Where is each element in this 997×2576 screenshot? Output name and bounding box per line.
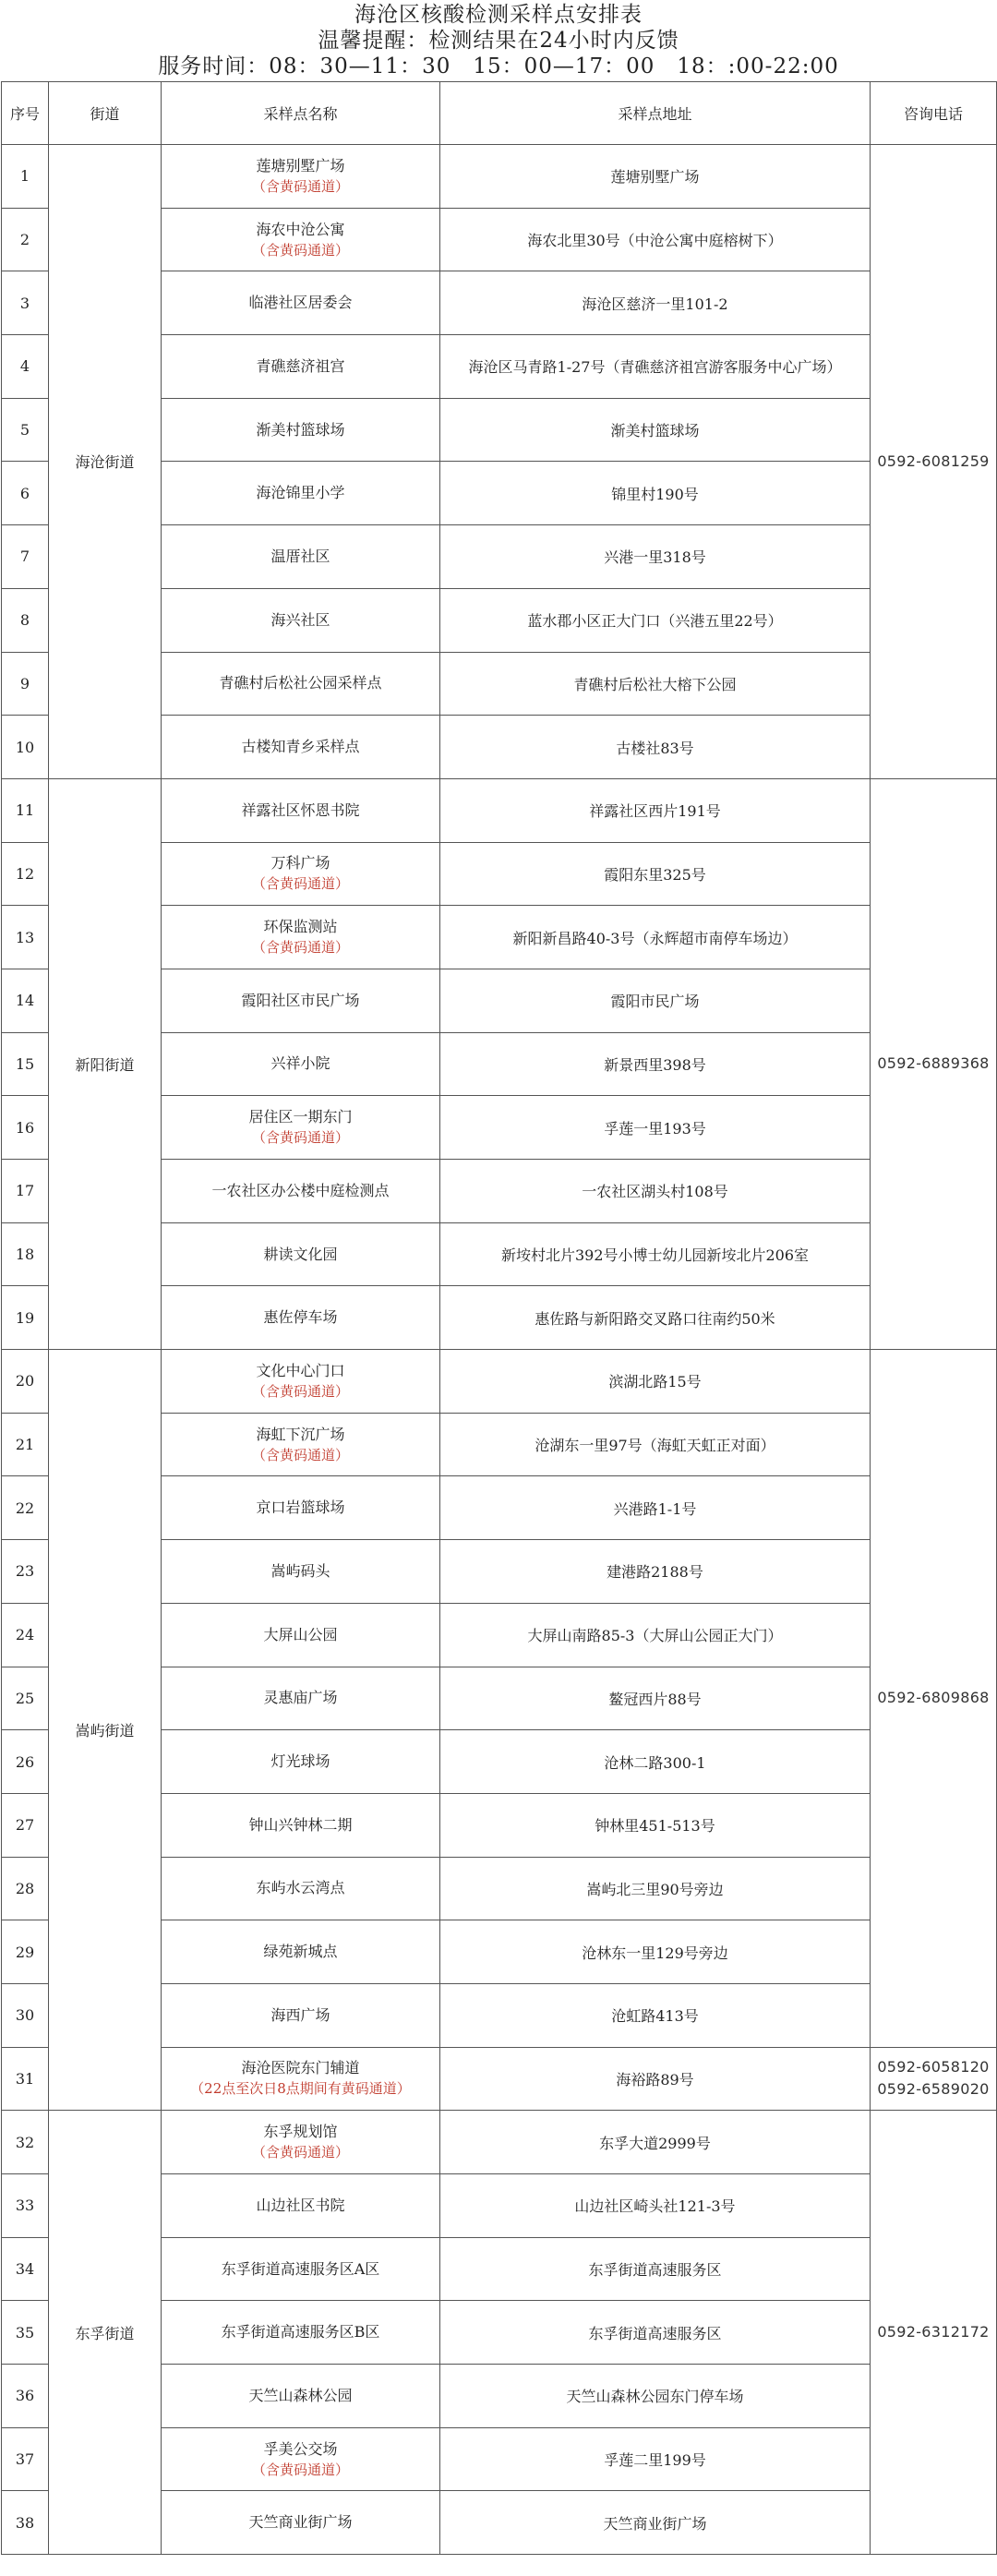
site-name: 东孚街道高速服务区B区 [221,2323,380,2341]
site-name-cell [162,906,440,969]
column-header-site-name: 采样点名称 [162,82,440,145]
site-name: 京口岩篮球场 [256,1499,345,1517]
site-address: 沧林东一里129号旁边 [440,1920,871,1984]
row-number: 31 [2,2047,49,2111]
row-number: 1 [2,145,49,209]
site-address: 沧林二路300-1 [440,1730,871,1794]
site-address: 新垵村北片392号小博士幼儿园新垵北片206室 [440,1222,871,1286]
column-header-phone: 咨询电话 [871,82,997,145]
site-name-cell [162,1540,440,1604]
row-number: 18 [2,1222,49,1286]
row-number: 25 [2,1667,49,1730]
site-address: 钟林里451-513号 [440,1793,871,1857]
site-name: 钟山兴钟林二期 [248,1815,353,1834]
row-number: 12 [2,842,49,906]
site-name: 临港社区居委会 [248,294,353,312]
site-name: 青礁慈济祖宫 [256,356,345,375]
phone-cell [871,2047,997,2111]
yellow-code-note: （含黄码通道） [251,2144,349,2161]
row-number: 27 [2,1793,49,1857]
site-address: 莲塘别墅广场 [440,145,871,209]
site-name-cell [162,2301,440,2365]
site-name: 海西广场 [270,2005,330,2024]
site-address: 新阳新昌路40-3号（永辉超市南停车场边） [440,906,871,969]
row-number: 29 [2,1920,49,1984]
site-name-cell [162,1920,440,1984]
phone-number: 0592-6889368 [877,1054,990,1073]
column-header-address: 采样点地址 [440,82,871,145]
row-number: 7 [2,525,49,589]
site-name: 大屏山公园 [263,1625,338,1643]
site-name: 孚美公交场 [263,2439,338,2458]
site-address: 新景西里398号 [440,1032,871,1096]
site-name-cell [162,1857,440,1920]
row-number: 33 [2,2174,49,2238]
table-row [2,145,997,209]
site-address: 惠佐路与新阳路交叉路口往南约50米 [440,1286,871,1350]
page-title: 海沧区核酸检测采样点安排表 [354,3,643,27]
row-number: 28 [2,1857,49,1920]
row-number: 24 [2,1603,49,1667]
site-address: 鳌冠西片88号 [440,1667,871,1730]
site-address: 天竺山森林公园东门停车场 [440,2365,871,2428]
column-header-street: 街道 [49,82,162,145]
site-name: 海沧医院东门辅道 [241,2059,360,2077]
row-number: 4 [2,335,49,399]
site-name-cell [162,778,440,842]
site-name-cell [162,1032,440,1096]
site-name: 环保监测站 [263,918,338,936]
row-number: 6 [2,462,49,525]
row-number: 22 [2,1476,49,1540]
site-address: 兴港一里318号 [440,525,871,589]
row-number: 11 [2,778,49,842]
site-name: 居住区一期东门 [248,1108,353,1126]
site-name-cell [162,652,440,716]
notice-line: 温馨提醒：检测结果在24小时内反馈 [318,29,679,53]
row-number: 34 [2,2237,49,2301]
site-name: 海兴社区 [270,610,330,629]
phone-number: 0592-6589020 [877,2080,990,2099]
site-name-cell [162,969,440,1032]
row-number: 19 [2,1286,49,1350]
site-address: 蓝水郡小区正大门口（兴港五里22号） [440,588,871,652]
site-address: 孚莲二里199号 [440,2427,871,2491]
site-name-cell [162,2427,440,2491]
row-number: 8 [2,588,49,652]
site-name-cell [162,2047,440,2111]
yellow-code-note: （含黄码通道） [251,2461,349,2478]
phone-cell [871,2111,997,2555]
phone-number: 0592-6081259 [877,451,990,470]
site-name-cell [162,335,440,399]
table-header-row [2,82,997,145]
site-name-cell [162,1603,440,1667]
site-name: 灵惠庙广场 [263,1689,338,1707]
site-address: 霞阳市民广场 [440,969,871,1032]
street-cell: 新阳街道 [49,778,162,1349]
phone-cell [871,145,997,779]
site-name-cell [162,398,440,462]
site-address: 孚莲一里193号 [440,1096,871,1160]
site-name-cell [162,1096,440,1160]
row-number: 21 [2,1413,49,1476]
row-number: 16 [2,1096,49,1160]
phone-number: 0592-6312172 [877,2323,990,2341]
site-address: 青礁村后松社大榕下公园 [440,652,871,716]
row-number: 10 [2,716,49,779]
site-name: 万科广场 [270,854,330,873]
row-number: 3 [2,271,49,335]
site-name: 山边社区书院 [256,2196,345,2214]
site-name-cell [162,145,440,209]
site-name-cell [162,271,440,335]
site-name: 祥露社区怀恩书院 [241,800,360,819]
site-name-cell [162,208,440,271]
site-address: 东孚大道2999号 [440,2111,871,2174]
site-address: 霞阳东里325号 [440,842,871,906]
phone-number: 0592-6058120 [877,2058,990,2076]
site-address: 天竺商业街广场 [440,2491,871,2555]
row-number: 36 [2,2365,49,2428]
site-address: 海农北里30号（中沧公寓中庭榕树下） [440,208,871,271]
site-name-cell [162,1730,440,1794]
site-name: 嵩屿码头 [270,1561,330,1580]
yellow-code-note: （含黄码通道） [251,1382,349,1400]
site-name-cell [162,525,440,589]
row-number: 5 [2,398,49,462]
yellow-code-note: （含黄码通道） [251,1446,349,1463]
site-name: 海农中沧公寓 [256,220,345,238]
row-number: 14 [2,969,49,1032]
row-number: 13 [2,906,49,969]
phone-cell [871,778,997,1349]
site-name: 古楼知青乡采样点 [241,738,360,756]
site-address: 东孚街道高速服务区 [440,2301,871,2365]
yellow-code-note: （含黄码通道） [251,875,349,893]
site-address: 一农社区湖头村108号 [440,1160,871,1223]
site-name: 青礁村后松社公园采样点 [219,674,382,692]
site-name: 文化中心门口 [256,1361,345,1379]
yellow-code-note: （22点至次日8点期间有黄码通道） [190,2080,411,2098]
site-name: 灯光球场 [270,1752,330,1771]
street-cell: 海沧街道 [49,145,162,779]
row-number: 23 [2,1540,49,1604]
site-name: 温厝社区 [270,547,330,565]
site-address: 兴港路1-1号 [440,1476,871,1540]
site-name: 惠佐停车场 [263,1308,338,1327]
site-address: 海沧区慈济一里101-2 [440,271,871,335]
site-name: 东孚街道高速服务区A区 [221,2259,380,2278]
street-cell: 嵩屿街道 [49,1350,162,2111]
site-name-cell [162,842,440,906]
site-address: 嵩屿北三里90号旁边 [440,1857,871,1920]
site-name-cell [162,588,440,652]
site-name-cell [162,1286,440,1350]
phone-number: 0592-6809868 [877,1689,990,1707]
column-header-number: 序号 [2,82,49,145]
site-address: 大屏山南路85-3（大屏山公园正大门） [440,1603,871,1667]
yellow-code-note: （含黄码通道） [251,177,349,195]
site-address: 海沧区马青路1-27号（青礁慈济祖宫游客服务中心广场） [440,335,871,399]
row-number: 2 [2,208,49,271]
site-name-cell [162,1350,440,1414]
row-number: 30 [2,1983,49,2047]
site-address: 建港路2188号 [440,1540,871,1604]
site-name: 莲塘别墅广场 [256,156,345,175]
site-name: 渐美村篮球场 [256,420,345,439]
row-number: 17 [2,1160,49,1223]
site-name-cell [162,1983,440,2047]
street-cell: 东孚街道 [49,2111,162,2555]
site-address: 古楼社83号 [440,716,871,779]
site-name-cell [162,1793,440,1857]
site-name: 霞阳社区市民广场 [241,991,360,1009]
row-number: 26 [2,1730,49,1794]
site-name-cell [162,1476,440,1540]
table-body [2,145,997,2555]
site-address: 山边社区崎头社121-3号 [440,2174,871,2238]
yellow-code-note: （含黄码通道） [251,241,349,259]
row-number: 32 [2,2111,49,2174]
site-address: 祥露社区西片191号 [440,778,871,842]
row-number: 20 [2,1350,49,1414]
sampling-sites-table [1,81,997,2555]
site-name: 海虹下沉广场 [256,1425,345,1443]
row-number: 37 [2,2427,49,2491]
row-number: 9 [2,652,49,716]
row-number: 38 [2,2491,49,2555]
site-address: 锦里村190号 [440,462,871,525]
site-name-cell [162,2111,440,2174]
site-address: 沧湖东一里97号（海虹天虹正对面） [440,1413,871,1476]
site-name-cell [162,716,440,779]
site-name: 东孚规划馆 [263,2123,338,2141]
site-name: 天竺商业街广场 [248,2513,353,2532]
yellow-code-note: （含黄码通道） [251,939,349,957]
site-address: 滨湖北路15号 [440,1350,871,1414]
yellow-code-note: （含黄码通道） [251,1129,349,1147]
site-name: 耕读文化园 [263,1245,338,1263]
site-address: 东孚街道高速服务区 [440,2237,871,2301]
site-name-cell [162,1413,440,1476]
phone-cell [871,1350,997,2048]
site-name: 东屿水云湾点 [256,1879,345,1897]
row-number: 15 [2,1032,49,1096]
row-number: 35 [2,2301,49,2365]
site-name: 海沧锦里小学 [256,484,345,502]
site-name-cell [162,2174,440,2238]
site-address: 渐美村篮球场 [440,398,871,462]
site-name-cell [162,2365,440,2428]
table-row [2,2111,997,2174]
site-name: 一农社区办公楼中庭检测点 [211,1181,390,1199]
site-name: 兴祥小院 [270,1054,330,1073]
site-address: 沧虹路413号 [440,1983,871,2047]
service-hours: 服务时间：08：30—11：30 15：00—17：00 18：:00-22:00 [158,54,839,78]
site-name-cell [162,2491,440,2555]
site-name-cell [162,462,440,525]
site-name: 绿苑新城点 [263,1943,338,1961]
site-name-cell [162,1667,440,1730]
table-row [2,778,997,842]
table-row [2,1350,997,1414]
site-name-cell [162,2237,440,2301]
site-name-cell [162,1160,440,1223]
site-name-cell [162,1222,440,1286]
site-name: 天竺山森林公园 [248,2386,353,2404]
site-address: 海裕路89号 [440,2047,871,2111]
